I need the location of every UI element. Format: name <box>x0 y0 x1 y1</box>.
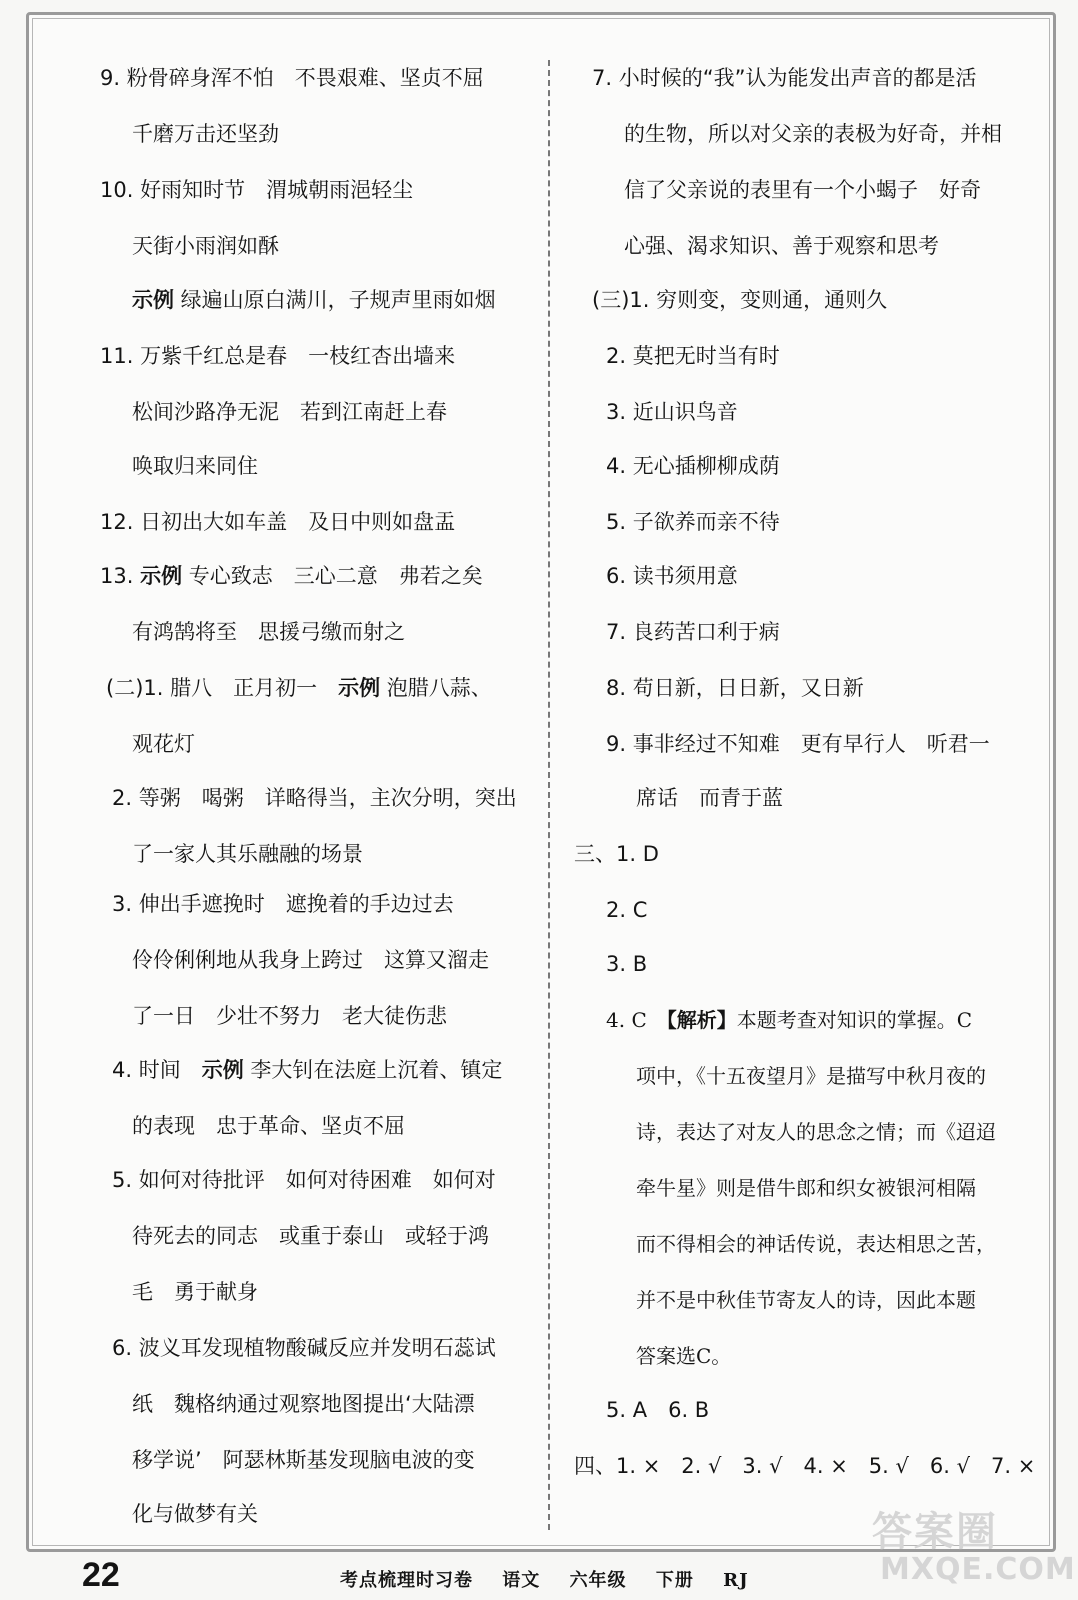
line-text: 5. A 6. B <box>606 1398 710 1422</box>
answer-line <box>132 1446 475 1474</box>
answer-line <box>636 1118 996 1146</box>
line-text: 3. 伸出手遮挽时 遮挽着的手边过去 <box>112 892 454 916</box>
answer-line <box>574 1452 1035 1480</box>
bold-marker: 示例 <box>201 1058 244 1082</box>
watermark-line1: 答案圈 <box>872 1509 998 1555</box>
answer-line <box>100 176 413 204</box>
line-text: 5. 如何对待批评 如何对待困难 如何对 <box>112 1168 496 1192</box>
line-text: 3. 近山识鸟音 <box>606 400 738 424</box>
answer-line <box>132 452 258 480</box>
line-text: 10. 好雨知时节 渭城朝雨浥轻尘 <box>100 178 414 202</box>
answer-line <box>132 232 279 260</box>
line-text: 移学说’ 阿瑟林斯基发现脑电波的变 <box>132 1448 475 1472</box>
line-text: 并不是中秋佳节寄友人的诗，因此本题 <box>636 1288 976 1312</box>
answer-line <box>100 508 455 536</box>
answer-line <box>636 1342 731 1370</box>
answer-line <box>132 1002 447 1030</box>
answer-line <box>624 176 981 204</box>
line-text: 诗，表达了对友人的思念之情；而《迢迢 <box>636 1120 996 1144</box>
line-text: 化与做梦有关 <box>132 1502 258 1526</box>
watermark <box>860 1500 1076 1596</box>
line-text: 观花灯 <box>132 732 195 756</box>
line-text: 了一家人其乐融融的场景 <box>132 842 363 866</box>
bold-marker: 示例 <box>132 288 174 312</box>
answer-line <box>132 618 405 646</box>
book-title: 考点梳理时习卷 <box>340 1570 473 1591</box>
line-text: 6. 读书须用意 <box>606 564 738 588</box>
answer-line <box>100 64 484 92</box>
answer-line <box>132 730 195 758</box>
line-text: 有鸿鹄将至 思援弓缴而射之 <box>132 620 405 644</box>
line-text: 5. 子欲养而亲不待 <box>606 510 780 534</box>
line-text: 11. 万紫千红总是春 一枝红杏出墙来 <box>100 344 456 368</box>
line-text: 9. 事非经过不知难 更有早行人 听君一 <box>606 732 990 756</box>
line-prefix: 4. 时间 <box>112 1058 202 1082</box>
line-text: 松间沙路净无泥 若到江南赶上春 <box>132 400 447 424</box>
footer-info <box>340 1566 771 1592</box>
line-text: 纸 魏格纳通过观察地图提出‘大陆漂 <box>132 1392 475 1416</box>
line-text: 2. C <box>606 898 648 922</box>
line-text: 李大钊在法庭上沉着、镇定 <box>243 1058 503 1082</box>
answer-line <box>606 1396 709 1424</box>
line-prefix: (二)1. 腊八 正月初一 <box>106 676 339 700</box>
answer-line <box>112 890 454 918</box>
answer-line <box>606 618 780 646</box>
answer-line <box>132 286 496 314</box>
answer-line <box>100 562 483 590</box>
line-text: 2. 等粥 喝粥 详略得当，主次分明，突出 <box>112 786 517 810</box>
line-text: 4. 无心插柳柳成荫 <box>606 454 780 478</box>
line-text: 三、1. D <box>574 842 659 866</box>
answer-line <box>112 784 517 812</box>
subject-label: 语文 <box>502 1570 541 1591</box>
answer-line <box>636 784 783 812</box>
answer-line <box>100 342 455 370</box>
answer-line <box>132 840 363 868</box>
line-text: 心强、渴求知识、善于观察和思考 <box>624 234 939 258</box>
line-text: (三)1. 穷则变，变则通，通则久 <box>592 288 888 312</box>
answer-line <box>132 120 279 148</box>
answer-line <box>606 452 780 480</box>
bold-marker: 示例 <box>140 564 183 588</box>
line-text: 项中，《十五夜望月》是描写中秋月夜的 <box>636 1064 986 1088</box>
line-text: 的表现 忠于革命、坚贞不屈 <box>132 1114 405 1138</box>
line-text: 3. B <box>606 952 648 976</box>
watermark-line2: MXQE.COM <box>880 1552 1076 1587</box>
answer-line <box>606 730 990 758</box>
line-text: 的生物，所以对父亲的表极为好奇，并相 <box>624 122 1002 146</box>
answer-line <box>624 232 939 260</box>
bold-marker: 示例 <box>338 676 381 700</box>
line-text: 8. 苟日新，日日新，又日新 <box>606 676 864 700</box>
line-text: 席话 而青于蓝 <box>636 786 783 810</box>
line-prefix: 4. C <box>606 1008 667 1032</box>
line-text: 牵牛星》则是借牛郎和织女被银河相隔 <box>636 1176 976 1200</box>
line-text: 唤取归来同住 <box>132 454 258 478</box>
answer-line <box>636 1174 976 1202</box>
line-text: 本题考查对知识的掌握。C <box>736 1008 973 1032</box>
answer-line <box>606 950 647 978</box>
answer-line <box>592 64 976 92</box>
line-text: 了一日 少壮不努力 老大徒伤悲 <box>132 1004 447 1028</box>
answer-line <box>624 120 1002 148</box>
answer-line <box>606 508 780 536</box>
grade-label: 六年级 <box>569 1570 627 1591</box>
line-text: 7. 小时候的“我”认为能发出声音的都是活 <box>592 66 977 90</box>
bold-marker: 【解析】 <box>666 1008 737 1032</box>
page-number: 22 <box>82 1556 120 1594</box>
line-text: 待死去的同志 或重于泰山 或轻于鸿 <box>132 1224 489 1248</box>
answer-line <box>606 896 647 924</box>
line-text: 而不得相会的神话传说，表达相思之苦， <box>636 1232 996 1256</box>
line-text: 千磨万击还坚劲 <box>132 122 279 146</box>
answer-line <box>606 674 864 702</box>
answer-line <box>112 1166 496 1194</box>
line-text: 信了父亲说的表里有一个小蝎子 好奇 <box>624 178 981 202</box>
answer-line <box>606 562 738 590</box>
line-text: 伶伶俐俐地从我身上跨过 这算又溜走 <box>132 948 489 972</box>
answer-line <box>606 398 738 426</box>
line-text: 专心致志 三心二意 弗若之矣 <box>182 564 483 588</box>
answer-line <box>132 1222 489 1250</box>
answer-line <box>132 1500 258 1528</box>
line-text: 答案选C。 <box>636 1344 732 1368</box>
answer-line <box>106 674 492 702</box>
line-text: 12. 日初出大如车盖 及日中则如盘盂 <box>100 510 456 534</box>
line-text: 毛 勇于献身 <box>132 1280 258 1304</box>
line-text: 6. 波义耳发现植物酸碱反应并发明石蕊试 <box>112 1336 496 1360</box>
column-divider <box>548 60 550 1530</box>
answer-line <box>132 1390 475 1418</box>
answer-line <box>592 286 887 314</box>
answer-line <box>132 1278 258 1306</box>
answer-line <box>606 1006 972 1034</box>
answer-line <box>636 1286 976 1314</box>
line-text: 绿遍山原白满川，子规声里雨如烟 <box>174 288 496 312</box>
answer-line <box>574 840 659 868</box>
line-text: 7. 良药苦口利于病 <box>606 620 780 644</box>
answer-line <box>112 1056 502 1084</box>
answer-line <box>132 1112 405 1140</box>
line-text: 泡腊八蒜、 <box>380 676 492 700</box>
line-text: 天街小雨润如酥 <box>132 234 279 258</box>
volume-label: 下册 <box>655 1570 694 1591</box>
answer-line <box>636 1230 996 1258</box>
line-text: 2. 莫把无时当有时 <box>606 344 780 368</box>
answer-line <box>132 946 489 974</box>
line-prefix: 13. <box>100 564 141 588</box>
answer-line <box>636 1062 986 1090</box>
line-text: 9. 粉骨碎身浑不怕 不畏艰难、坚贞不屈 <box>100 66 484 90</box>
answer-line <box>132 398 447 426</box>
answer-line <box>606 342 780 370</box>
answer-line <box>112 1334 496 1362</box>
line-text: 四、1. × 2. √ 3. √ 4. × 5. √ 6. √ 7. × <box>574 1454 1036 1478</box>
edition-label: RJ <box>723 1570 749 1591</box>
